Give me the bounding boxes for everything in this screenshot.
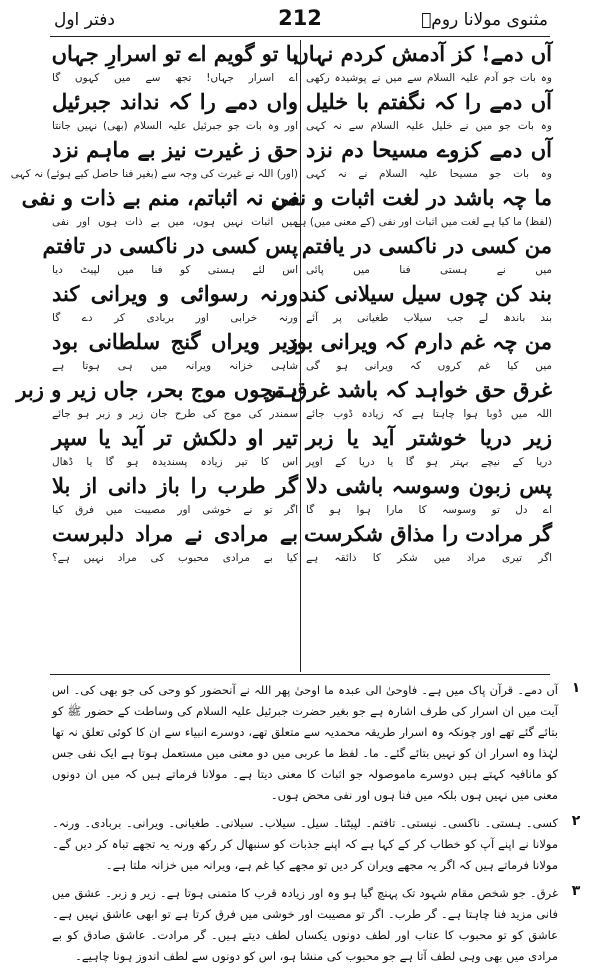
couplet (306, 520, 552, 568)
couplet (306, 424, 552, 472)
couplet (42, 232, 298, 280)
footnote-number: ۲ (571, 813, 581, 829)
couplet (10, 136, 298, 184)
verse-line: بے مرادی نے مراد دلبرست (52, 521, 298, 546)
footnote (52, 883, 581, 967)
couplet (306, 88, 552, 136)
header-divider (50, 36, 550, 37)
verse-line: آں دمے! کز آدمش کردم نہاں (293, 41, 552, 66)
verse-line: گر طرب را باز دانی از بلا (52, 473, 298, 498)
verse-line: غرق حق خواہد کہ باشد غرق تر (266, 377, 552, 402)
couplet (52, 280, 298, 328)
translation-line: بند باندھ لے جب سیلاب طغیانی پر آئے (306, 312, 552, 324)
verse-line: من نہ اثباتم، منم بے ذات و نفی (21, 185, 298, 210)
couplet (52, 520, 298, 568)
translation-line: میں نے ہستی فنا میں پائی (306, 264, 552, 276)
translation-line: میں کیا غم کروں کہ ویرانی ہو گی (306, 360, 552, 372)
verse-line: ورنہ رسوائی و ویرانی کند (52, 281, 298, 306)
translation-line: اور وہ بات جو جبرئیل علیہ السلام (بھی) نہیں جانتا (52, 120, 298, 132)
right-column (266, 40, 552, 568)
couplet (16, 376, 298, 424)
footnote-number: ۱ (571, 680, 581, 696)
couplet (266, 376, 552, 424)
verse-line: ہمچوں موج بحر، جاں زیر و زبر (16, 377, 298, 402)
verse-line: من کسی در ناکسی در یافتم (301, 233, 552, 258)
page-header (0, 6, 600, 36)
couplet (287, 328, 552, 376)
translation-line: دریا کے نیچے بہتر ہو گا یا دریا کے اوپر (306, 456, 552, 468)
translation-line: (اور) اللہ نے غیرت کی وجہ سے (بغیر فنا حاصل کیے ہوئے) نہ کہی (10, 168, 298, 180)
couplet (300, 280, 552, 328)
left-column (10, 40, 298, 568)
translation-line: (لفظ) ما کیا ہے لغت میں اثبات اور نفی (کے معنی میں) ہے (294, 216, 552, 228)
volume-title: دفتر اول (54, 10, 115, 30)
translation-line: وہ بات جو آدم علیہ السلام سے میں نے پوشیدہ رکھی (306, 72, 552, 84)
translation-line: وہ بات جو میں نے خلیل علیہ السلام سے نہ کہی (306, 120, 552, 132)
translation-line: شاہی خزانہ ویرانہ میں ہی ہوتا ہے (52, 360, 298, 372)
verse-line: بند کن چوں سیل سیلانی کند (300, 281, 552, 306)
couplet (306, 472, 552, 520)
footnote-text: غرق۔ جو شخص مقام شہود تک پہنچ گیا ہو وہ اور زیادہ قرب کا متمنی ہوتا ہے۔ زیر و زبر۔ عشق میں فانی مزید فنا چاہتا ہے۔ گر طرب۔ اگر تو مصیبت اور خوشی میں فرق کرتا ہے تو ابھی عاشق نہیں ہے۔ عاشق کو تو محبوب کا عتاب اور لطف دونوں یکساں لطف دیتے ہیں۔ گر مرادت۔ عاشق صادق کو بے مرادی میں بھی وہی لطف آتا ہے جو محبوب کی منشا ہو، اس کو دونوں سے لطف اندوز ہونا چاہیے۔ (52, 886, 558, 963)
verse-line: زیر دریا خوشتر آید یا زبر (306, 425, 552, 450)
couplet (52, 328, 298, 376)
footnote-number: ۳ (571, 883, 581, 899)
footnote (52, 680, 581, 806)
column-divider (300, 40, 301, 672)
footnote-text: آں دمے۔ قرآن پاک میں ہے۔ فاوحیٰ الی عبدہ ما اوحیٰ پھر اللہ نے آنحضور کو وحی کی جو بھی کی۔ اس آیت میں ان اسرار کی طرف اشارہ ہے جو بغیر حضرت جبرئیل علیہ السلام کی وساطت کے حضور ﷺ کو بتائے گئے تھے اور چونکہ وہ اسرار طریقہ محمدیہ سے متعلق تھے، دوسرے انبیاء سے ان کا کوئی تعلق نہ تھا لہٰذا وہ اسرار ان کو نہیں بتائے گئے۔ ما۔ لفظ ما عربی میں دو معنی میں مستعمل ہوتا ہے ایک نفی جس کو مانافیہ کہتے ہیں دوسرے ماموصولہ جو اثبات کا معنی دیتا ہے۔ مولانا فرماتے ہیں کہ میں ان دونوں معنی میں نہیں ہوں بلکہ میں فنا ہوں اور نفی محض ہوں۔ (52, 683, 558, 802)
verse-line: گر مرادت را مذاق شکرست (304, 521, 552, 546)
verse-line: پس زبون وسوسہ باشی دلا (306, 473, 552, 498)
translation-line: اے دل تو وسوسہ کا مارا ہوا ہو گا (306, 504, 552, 516)
page-number: 212 (278, 6, 322, 30)
couplet (21, 184, 298, 232)
couplet (293, 40, 552, 88)
translation-line: اس لئے ہستی کو فنا میں لپیٹ دیا (52, 264, 298, 276)
verse-line: پس کسی در ناکسی در تافتم (42, 233, 298, 258)
translation-line: اگر تیری مراد میں شکر کا ذائقہ ہے (306, 552, 552, 564)
couplet (272, 184, 552, 232)
translation-line: اس کا تیر زیادہ پسندیدہ ہو گا یا ڈھال (52, 456, 298, 468)
verse-line: زیر ویراں گنج سلطانی بود (52, 329, 298, 354)
couplet (52, 424, 298, 472)
translation-line: سمندر کی موج کی طرح جان زیر و زبر ہو جائے (52, 408, 298, 420)
couplet (52, 472, 298, 520)
translation-line: اے اسرار جہاں! تجھ سے میں کہوں گا (52, 72, 298, 84)
translation-line: وہ بات جو مسیحا علیہ السلام نے نہ کہی (306, 168, 552, 180)
footnotes (52, 680, 581, 974)
couplet (306, 136, 552, 184)
couplet (52, 88, 298, 136)
verse-line: حق ز غیرت نیز بے ماہم نزد (52, 137, 298, 162)
verse-line: من چہ غم دارم کہ ویرانی بود (287, 329, 552, 354)
verse-line: آں دمے کزوے مسیحا دم نزد (306, 137, 552, 162)
verse-line: با تو گویم اے تو اسرارِ جہاں (51, 41, 298, 66)
footnote (52, 813, 581, 876)
translation-line: اللہ میں ڈوبا ہوا چاہتا ہے کہ زیادہ ڈوب جائے (306, 408, 552, 420)
footnote-divider (50, 674, 550, 675)
translation-line: میں اثبات نہیں ہوں، میں بے ذات ہوں اور نفی (52, 216, 298, 228)
book-title: مثنوی مولانا رومؒ (421, 10, 548, 30)
verse-line: ما چہ باشد در لغت اثبات و نفی (272, 185, 552, 210)
couplet (52, 40, 298, 88)
verse-line: واں دمے را کہ نداند جبرئیل (52, 89, 298, 114)
footnote-text: کسی۔ ہستی۔ ناکسی۔ نیستی۔ تافتم۔ لپیٹنا۔ سیل۔ سیلاب۔ سیلانی۔ طغیانی۔ ویرانی۔ بربادی۔ ورنہ۔ مولانا نے اپنے آپ کو خطاب کر کے کہا ہے کہ اپنے جذبات کو سنبھال کر رکھ ورنہ یہ تجھے تباہ کر دیں گے۔ مولانا فرماتے ہیں کہ اگر یہ مجھے ویران کر دیں تو مجھے کیا غم ہے، ویرانہ میں خزانہ ملتا ہے۔ (52, 816, 558, 872)
verse-line: آں دمے را کہ نگفتم با خلیل (306, 89, 552, 114)
translation-line: اگر تو نے خوشی اور مصیبت میں فرق کیا (52, 504, 298, 516)
couplet (301, 232, 552, 280)
translation-line: ورنہ خرابی اور بربادی کر دے گا (52, 312, 298, 324)
translation-line: کیا بے مرادی محبوب کی مراد نہیں ہے؟ (52, 552, 298, 564)
verse-line: تیر او دلکش تر آید یا سپر (52, 425, 298, 450)
